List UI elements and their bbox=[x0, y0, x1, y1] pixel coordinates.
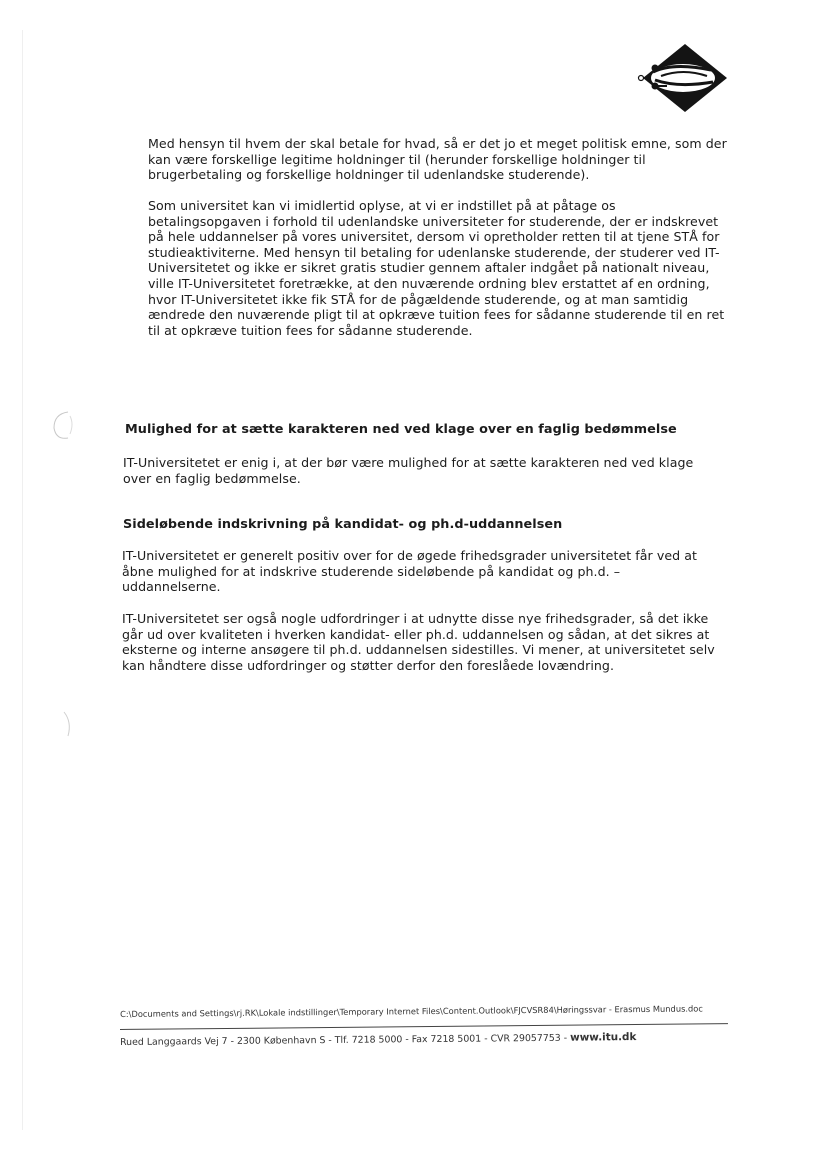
paragraph-challenges: IT-Universitetet ser også nogle udfordringer i at udnytte disse nye frihedsgrader, så det ikke går ud over kvaliteten i hverken kandidat- eller ph.d. uddannelsen og sådan, at det sikres at eksterne og interne ansøgere til ph.d. uddannelsen sidestilles. Vi mener, at universitetet selv kan håndtere disse udfordringer og støtter derfor den foreslåede lovændring. bbox=[122, 611, 715, 673]
footer-address-line bbox=[120, 1030, 730, 1049]
section-heading-parallel-enrollment: Sideløbende indskrivning på kandidat- og ph.d-uddannelsen bbox=[123, 517, 563, 532]
itu-logo-icon bbox=[633, 42, 729, 114]
punch-hole-icon bbox=[48, 408, 78, 442]
footer-divider bbox=[120, 1023, 728, 1030]
paragraph-grade-lowering: IT-Universitetet er enig i, at der bør være mulighed for at sætte karakteren ned ved klage over en faglig bedømmelse. bbox=[123, 455, 694, 486]
paragraph-parallel-enrollment: IT-Universitetet er generelt positiv over for de øgede frihedsgrader universitetet får ved at åbne mulighed for at indskrive studerende sideløbende på kandidat og ph.d. – uddannelserne. bbox=[122, 548, 697, 595]
footer-file-path: C:\Documents and Settings\rj.RK\Lokale indstillinger\Temporary Internet Files\Content.Outlook\FJCVSR84\Høringssvar - Erasmus Mundus.doc bbox=[120, 1003, 703, 1019]
punch-hole-icon bbox=[58, 710, 78, 740]
footer-website: www.itu.dk bbox=[570, 1031, 637, 1044]
scan-edge bbox=[22, 30, 23, 1130]
section-heading-grade-lowering: Mulighed for at sætte karakteren ned ved klage over en faglig bedømmelse bbox=[125, 422, 677, 437]
footer-address: Rued Langgaards Vej 7 - 2300 København S - Tlf. 7218 5000 - Fax 7218 5001 - CVR 29057753 - bbox=[120, 1032, 571, 1048]
paragraph-university-position: Som universitet kan vi imidlertid oplyse, at vi er indstillet på at påtage os betalingsopgaven i forhold til udenlandske universiteter for studerende, der er indskrevet på hele uddannelser på vores universitet, dersom vi opretholder retten til at tjene STÅ for studieaktiviterne. Med hensyn til betaling for udenlanske studerende, der studerer ved IT-Universitetet og ikke er sikret gratis studier gennem aftaler indgået på nationalt niveau, ville IT-Universitetet foretrække, at den nuværende ordning blev erstattet af en ordning, hvor IT-Universitetet ikke fik STÅ for de pågældende studerende, og at man samtidig ændrede den nuværende pligt til at opkræve tuition fees for sådanne studerende til en ret til at opkræve tuition fees for sådanne studerende. bbox=[148, 198, 725, 338]
paragraph-payment: Med hensyn til hvem der skal betale for hvad, så er det jo et meget politisk emne, som der kan være forskellige legitime holdninger til (herunder forskellige holdninger til brugerbetaling og forskellige holdninger til udenlandske studerende). bbox=[148, 136, 727, 183]
